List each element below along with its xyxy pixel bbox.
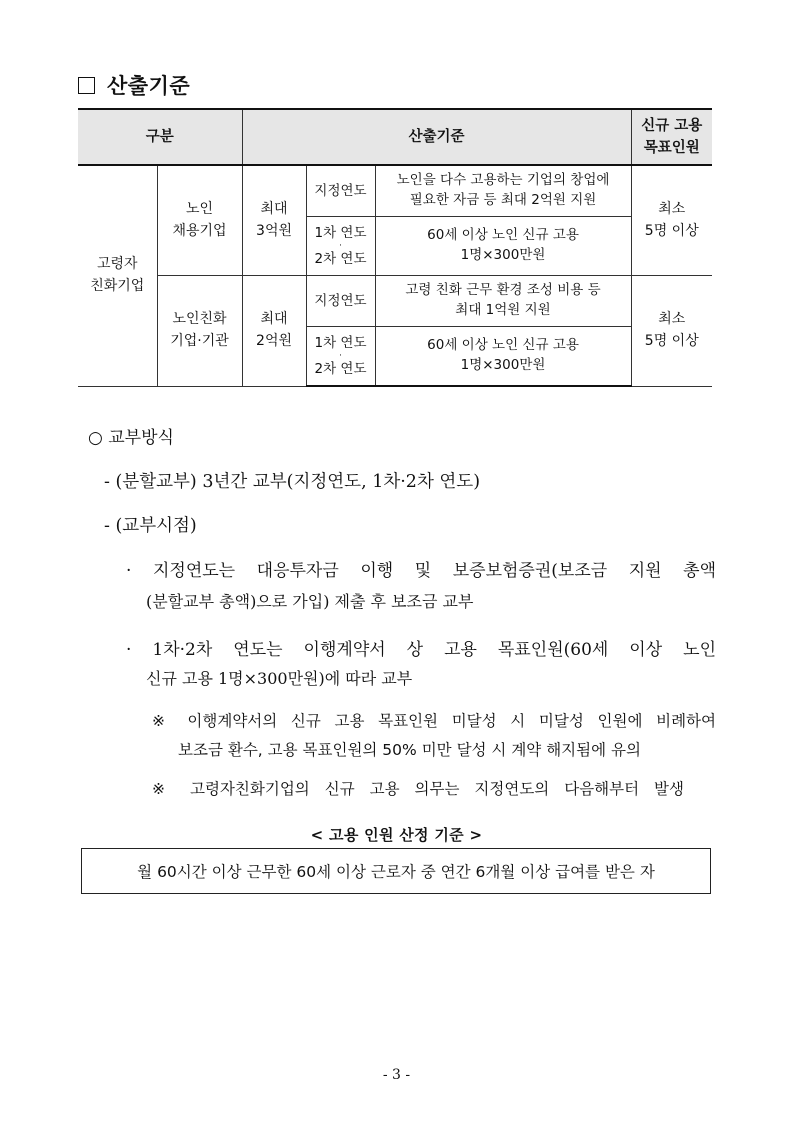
payment-item2-line2: 신규 고용 1명×300만원)에 따라 교부 <box>146 669 413 688</box>
group-label-cell <box>78 165 157 386</box>
note2: ※ 고령자친화기업의 신규 고용 의무는 지정연도의 다음해부터 발생 <box>152 780 684 798</box>
followup-desc-line1: 60세 이상 노인 신규 고용 <box>427 227 579 244</box>
standard-text: 월 60시간 이상 근무한 60세 이상 근로자 중 연간 6개월 이상 급여를 받은 자 <box>137 863 655 881</box>
company-type-cell <box>157 165 242 276</box>
target-line1: 최소 <box>658 200 686 217</box>
designated-desc-line2: 필요한 자금 등 최대 2억원 지원 <box>409 192 597 208</box>
max-amount-line2: 3억원 <box>256 222 292 239</box>
designated-desc-cell <box>375 276 631 327</box>
header-target-line2: 목표인원 <box>643 140 700 156</box>
table-header-row <box>78 109 712 165</box>
payment-timing-heading: - (교부시점) <box>104 516 197 536</box>
designated-desc-line2: 최대 1억원 지원 <box>455 302 551 318</box>
payment-item1-line2: (분할교부 총액)으로 가입) 제출 후 보조금 교부 <box>146 592 474 611</box>
target-cell <box>631 165 712 276</box>
designated-desc-line1: 노인을 다수 고용하는 기업의 창업에 <box>396 172 610 189</box>
followup-year-bottom: 2차 연도 <box>314 251 367 268</box>
group-label-line2: 친화기업 <box>90 277 145 294</box>
table-row <box>78 276 712 327</box>
max-amount-line1: 최대 <box>260 311 288 328</box>
designated-desc-line1: 고령 친화 근무 환경 조성 비용 등 <box>405 282 601 299</box>
followup-desc-line1: 60세 이상 노인 신규 고용 <box>427 337 579 354</box>
company-type-line2: 기업·기관 <box>170 332 229 349</box>
designated-desc-cell <box>375 165 631 217</box>
note1-line2: 보조금 환수, 고용 목표인원의 50% 미만 달성 시 계약 해지됨에 유의 <box>178 741 641 759</box>
followup-year-bottom: 2차 연도 <box>314 361 367 378</box>
header-target <box>631 109 712 165</box>
followup-year-cell <box>306 217 375 276</box>
max-amount-line2: 2억원 <box>256 332 292 349</box>
followup-desc-cell <box>375 217 631 276</box>
table-row <box>78 165 712 217</box>
section-title <box>78 70 190 100</box>
header-target-line1: 신규 고용 <box>641 117 703 134</box>
max-amount-cell <box>242 165 306 276</box>
designated-year-cell: 지정연도 <box>306 165 375 217</box>
max-amount-line1: 최대 <box>260 200 288 217</box>
company-type-cell <box>157 276 242 387</box>
followup-year-cell <box>306 327 375 387</box>
target-line1: 최소 <box>658 311 686 328</box>
standard-title: < 고용 인원 산정 기준 > <box>310 826 483 844</box>
payment-split: - (분할교부) 3년간 교부(지정연도, 1차·2차 연도) <box>104 472 481 492</box>
followup-year-dot: · <box>339 350 342 361</box>
company-type-line1: 노인친화 <box>172 311 227 328</box>
target-line2: 5명 이상 <box>644 222 699 239</box>
target-cell <box>631 276 712 387</box>
payment-item1-line1: · 지정연도는 대응투자금 이행 및 보증보험증권(보조금 지원 총액 <box>126 561 716 581</box>
standard-box <box>81 848 711 894</box>
followup-desc-cell <box>375 327 631 387</box>
target-line2: 5명 이상 <box>644 332 699 349</box>
note1-line1: ※ 이행계약서의 신규 고용 목표인원 미달성 시 미달성 인원에 비례하여 <box>152 712 716 730</box>
followup-desc-line2: 1명×300만원 <box>460 247 546 263</box>
payment-item2-line1: · 1차·2차 연도는 이행계약서 상 고용 목표인원(60세 이상 노인 <box>126 640 716 660</box>
calculation-criteria-table <box>78 108 712 387</box>
company-type-line1: 노인 <box>185 200 214 217</box>
checkbox-square-icon <box>78 77 95 94</box>
group-label-line1: 고령자 <box>96 256 138 273</box>
payment-heading: ○ 교부방식 <box>88 428 174 448</box>
header-criteria: 산출기준 <box>242 109 631 165</box>
company-type-line2: 채용기업 <box>172 222 227 239</box>
followup-year-dot: · <box>339 240 342 251</box>
section-title-text: 산출기준 <box>107 74 191 98</box>
followup-year-top: 1차 연도 <box>314 224 367 241</box>
max-amount-cell <box>242 276 306 387</box>
header-category: 구분 <box>78 109 242 165</box>
designated-year-cell: 지정연도 <box>306 276 375 327</box>
page-number: - 3 - <box>382 1067 411 1083</box>
followup-desc-line2: 1명×300만원 <box>460 357 546 373</box>
followup-year-top: 1차 연도 <box>314 334 367 351</box>
